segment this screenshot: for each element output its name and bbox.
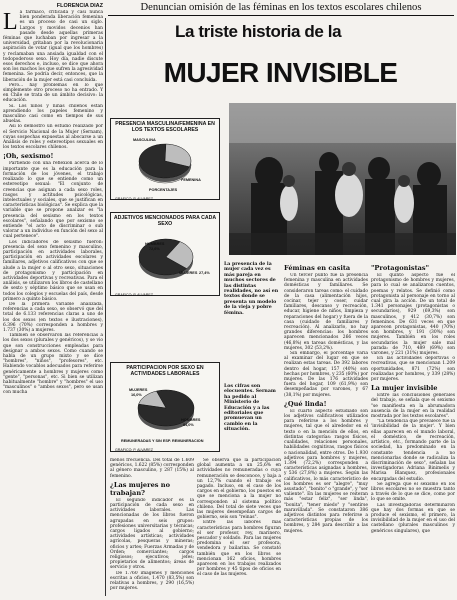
chart-credit: GRAFICO: P. ALVAREZ [115, 197, 153, 201]
author-byline: FLORENCIA DIAZ [56, 3, 103, 9]
pie-chart [112, 133, 220, 193]
paragraph: En las actividades deportivas o recreativas, que se mencionan 1.209 oportunidades, 871 (72%) son realizadas por hombres, y 339 (28%) por mujeres. [371, 356, 455, 383]
paragraph: Los indicadores de sexismo fueron: presencia del sexo femenino y masculino, participación en actividades laborales, participación en actividades escolares y familiares, adjetivos calificativos con que se alude a la mujer o al otro sexo, situaciones de protagonismo y participación en actividades deportivas y recreativas. Para el análisis, se utilizaron los libros de castellano de sexto y séptimo básico que se usan en todos los colegios y escuelas del país, desde primero a quinto básico. [3, 239, 103, 302]
kicker-rule [108, 15, 454, 16]
paragraph: Un tercer punto fue la presencia femenina y masculina en actividades domésticas y familiares. Se consideraron tareas como: el cuidado de la casa (alimentación hijos, cocinar, tejer y coser, cuidar familiares, descanso y recreación, educar, higiene de niños, limpieza y reparaciones del hogar) y fuera de la casa (cuidado de familiares y recreación). Al analizarlo, no hay grandes diferencias: los hombres aparecen mencionados 266 veces (46,8%) en tareas domésticas, y las mujeres, 302 (53,2%). [284, 273, 368, 351]
section-heading: La mujer invisible [371, 384, 438, 393]
slice-label: FEMENINA [181, 178, 201, 182]
middle-text-column [110, 458, 194, 598]
section-heading: ¿Qué linda! [284, 399, 327, 408]
headline-line2: MUJER INVISIBLE [163, 57, 398, 88]
paragraph: De la primera variable analizada, referencias a cada sexo, se observó que del total de 6.133 referencias claras a uno de los dos sexos (en textos e ilustraciones), 6.396 (70%) corresponden a hombres y 1.737 (30%) a mujeres. [3, 301, 103, 333]
slice-value: 72,6% [149, 247, 160, 251]
paragraph: Se agrega que el sexismo en los libros escolares no se muestra tanto a través de lo que se dice, como por lo que se omite. [371, 481, 455, 503]
chart-footer: PORCENTAJES [149, 188, 178, 192]
paragraph: El quinto aspecto fue el protagonismo de hombres y mujeres, para lo cual se analizaron cuentos, poemas y relatos. Se definió como protagonista al personaje en torno al cual gira la acción. De un total de 1.341 personajes (protagonistas o secundarios), 929 (69,3%) son masculinos, y 412 (30,7%) son femeninos. De 631 veces en que aparecen protagonistas, 440 (70%) son hombres, y 191 (30%) son mujeres. También en los roles secundarios la mujer sale mal parada: de 710, 489 (69%) son varones, y 221 (31%) mujeres. [371, 273, 455, 357]
paragraph: Pero... hay problemas en lo que simplemente otro proceso no ha entrado. Y en Chile se trata de un ámbito decisivo: la educación. [3, 82, 103, 104]
slice-label: HOMBRES [181, 418, 201, 422]
caption: Los cifras son elocuentes. Sernam ha pedido al Ministerio de Educación y a las editoriales que promuevan un cambio en la situación. [224, 384, 276, 433]
slice-label: MASCULINA [133, 138, 156, 142]
headline-line1: La triste historia de la [175, 22, 342, 41]
paragraph: Se observa que la participación global aumenta a un 25,6% en actividades no remuneradas o cuya remuneración se desconoce, y baja a un 12,7% cuando el trabajo es pagado. Incluso, en el caso de los cargos en el gobierno, los puestos en que se menciona a la mujer no corresponden al sistema político chileno. Del total de siete veces que las mujeres desempeñan cargos de gobierno, seis son "reinas". [197, 458, 281, 521]
section-heading: ¿Las mujeres no trabajan? [110, 480, 171, 497]
photo-illustration [229, 103, 456, 255]
paragraph: Si. Los niños y niñas chilenos están aprendiendo los papeles femenino y masculino casi como en tiempos de sus abuelas. [3, 103, 103, 125]
photo [229, 103, 456, 255]
column-rule [105, 18, 106, 596]
kicker: Denuncian omisión de las féminas en los textos escolares chilenos [140, 2, 422, 13]
chart-labor [110, 362, 220, 452]
paragraph: "La tendencia que prevalece fue la 'invisibilidad de la mujer'. Y bien ellas aparecen en el mundo laboral, el doméstico, de recreación, artístico, etc., formando parte de la sociedad, ha predominado en la constante tendencia a no mencionarlas donde se radicaliza la discriminación de sexo", señalan las investigadoras Adriana Binimelis y Marisa Blanquez, profesionales encargadas del estudio. [371, 419, 455, 482]
slice-value: 84,0% [183, 423, 194, 427]
slice-value: 27,4% [199, 271, 210, 275]
slice-label: HOMBRES [145, 242, 165, 246]
chart-title: ADJETIVOS MENCIONADOS PARA CADA SEXO [113, 215, 217, 227]
lead-paragraph: L a fármaco, criticada y casi nunca bien ponderada liberación femenina es un proceso de casi un siglo. Largos y movidos decenios han pasado desde aquellas primeras féminas que luchaban por ingresar a la universidad, gritaban por la revolucionaria aspiración de votar (igual que los hombres) y reclamaban una ansiada igualdad con el todopoderoso sexo. Hoy día, nadie discute esos derechos e, incluso, se dice que ahora son los machos los que sufren la agresividad femenina. Se podría decir, entonces, que la liberación de la mujer está casi concluida. [3, 10, 103, 83]
chart-title: PARTICIPACION POR SEXO EN ACTIVIDADES LABORALES [126, 365, 204, 377]
paragraph: Partiendo con una reflexión acerca de lo importante que es la educación para la formación de los jóvenes, el trabajo realizado lo que se entiende como un estereotipo sexual: "El conjunto de creencias que asignan a cada sexo roles, rasgos y actitudes psicológicas, intelectuales y sociales, que se justifican en características biológicas". Se explica que la variable que se propone analizar es "la presencia del sexismo en los textos escolares", señalando que por sexismo se entiende "el acto de discriminar o sub valorar a un individuo en función del sexo al cual pertenece". [3, 161, 103, 240]
paragraph: El cuarto aspecto estudiado son los adjetivos calificativos utilizados para referirse a los hombres y mujeres, tal que el alrededor en el texto o en la mención de ellos, en distintas categorías: rasgos físicos, cualidades, relaciones personales, habilidades cognitivas, rasgos físicos o nacionalidad, entre otros. De 1.930 adjetivos para hombres y mujeres, 1.394 (72,2%) corresponden a características asignadas a hombres, y 536 (27,8%) a mujeres. Según las calificativos, lo más característico de los hombres es ser "alegre", "muy asustado", "bonito" o "grande", y "ser valiente". En las mujeres se reiteran más "estar feliz", "ser linda", "bonita", "tener miedo" y "sentirse maravillada". Se constataron 386 adjetivos distintos para referirse a características propias de los hombres, y 284 para describir a las mujeres. [284, 408, 368, 534]
paragraph: Entre las conclusiones generales del trabajo, se señala que el sexismo "se manifiesta en la abrumadora ausencia de la mujer en la realidad mostrada por los textos escolares". [371, 393, 455, 420]
slice-label: MUJERES [179, 271, 198, 275]
middle-text-column-2 [197, 458, 281, 598]
chart-title: PRESENCIA MASCULINA/FEMENINA EN LOS TEXTOS ESCOLARES [115, 121, 215, 133]
section-heading: "Protagonistas" [371, 264, 430, 272]
chart-credit: GRAFICO: P. ALVAREZ [115, 448, 153, 452]
paragraph: Entre las labores más características para hombres figuran el ser profesor, rey, marinero, pescador y soldado. Para las mujeres predomina el ser profesora, vendedora y bailarina. Se constató también que en los libros se mencionan 162 oficios, hombres aparecen en los trabajos realizados por hombres y 45 tipos de oficios en el caso de las mujeres. [197, 520, 281, 578]
drop-cap: L [3, 10, 18, 35]
section-heading: Féminas en casita [284, 264, 351, 272]
right-column [371, 262, 455, 598]
section-heading: ¡Oh, sexismo! [3, 152, 54, 161]
slice-value: 16,0% [131, 393, 142, 397]
paragraph: Sin embargo, el porcentaje varía al examinar del lugar en que se realizan estas tareas. De 392 labores dentro del hogar, 157 (40%) son hechas por hombres, y 235 (60%) por mujeres. De las 176 actividades fuera del hogar, 109 (61,9%) son desempeñadas por varones, y 67 (38,1%) por mujeres. [284, 351, 368, 398]
paragraph: También se observaron las referencias a los dos sexos (plurales y genéricos), y se vio que son construcciones empleadas para designar a ambos sexos. Como cuando se habla de un grupo mixto y se dice "hombres", "niños", "profesores", etc. Habiendo vocablos adecuados para referirse genéricamente a hombres y mujeres como "gente", "personas", etc. Si bien se utilizan habitualmente "hombre" y "hombres" el uso "masculinos" o "ambos sexos", pero se usan con mucha [3, 333, 103, 396]
chart-footer: REMUNERADAS Y SIN ESP. REMUNERACION [121, 439, 204, 443]
chart-credit: GRAFICO: P. ALVAREZ [115, 293, 153, 297]
left-column [3, 3, 103, 598]
pie-chart [112, 227, 220, 289]
slice-label: MUJERES [129, 388, 148, 392]
chart-adjectives [110, 212, 220, 296]
caption: La presencia de la mujer cada vez es más pareja en muchos sectores de las distintas realidades, no así en textos donde se presenta un modelo de la vieja y pobre fémina. [224, 262, 279, 316]
paragraph: Así lo demostró un estudio realizado por el Servicio Nacional de la Mujer (Sernam), cuyas sospechas expuestas al abocarse a un Análisis de roles y estereotipos sexuales en los textos escolares chilenos. [3, 124, 103, 151]
paragraph: De 1.760 imágenes y menciones escritas a oficios, 1.470 (83,5%) son relativas a hombres, y 290 (16,5%) por mujeres. [110, 570, 194, 592]
paragraph: menos frecuencia. Del total de 1.609 genéricos, 1.622 (85%) corresponden al género masculino, y 287 (15%) al femenino. [110, 458, 194, 479]
right-middle-column [284, 262, 368, 598]
paragraph: El segundo indicador es la participación de cada sexo en actividades laborales. Las mencionadas de los libros fueron agrupadas en seis grupos: profesiones universitarias y técnicas; cargos ligados al gobierno; actividades artísticas; actividades agrícolas, pesqueras y mineras; oficios y artes; Fuerzas Armadas y de Orden; comerciantes; cargos religiosos; ejecutivos; jefes; propietarios de alimentos; áreas de servicio y otros. [110, 497, 194, 571]
paragraph: Las investigadoras determinaron que hay dos formas en que se produce el sexismo, el primero, la invisibilidad de la mujer en el uso del castellano (plurales masculinos y genéricos singulares), que [371, 502, 455, 534]
chart-presence [110, 118, 220, 200]
